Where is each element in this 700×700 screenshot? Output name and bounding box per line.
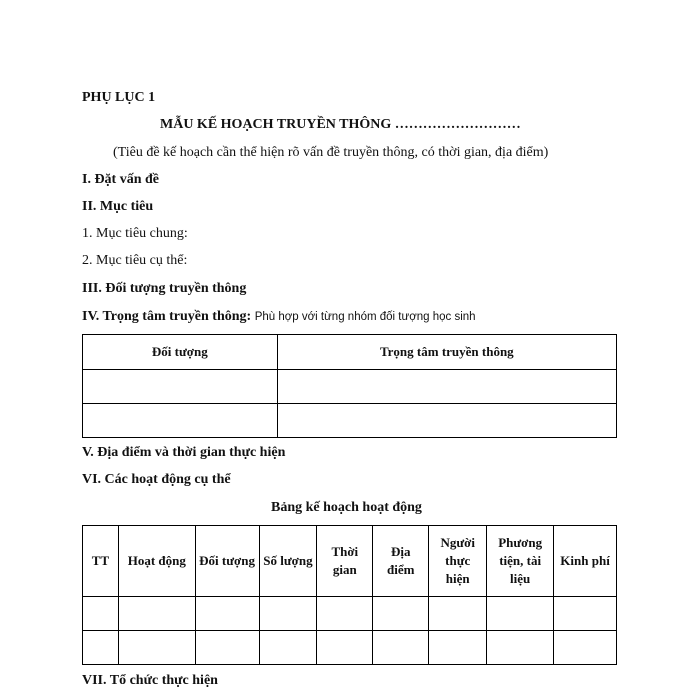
table-cell [259, 597, 317, 631]
table-cell [429, 631, 487, 665]
focus-header-focus: Trọng tâm truyền thông [277, 335, 616, 370]
document-title: MẪU KẾ HOẠCH TRUYỀN THÔNG ……………………… [160, 117, 521, 132]
table-cell [259, 631, 317, 665]
table-row [83, 631, 617, 665]
table-cell [277, 404, 616, 438]
plan-table-caption: Bảng kế hoạch hoạt động [271, 500, 422, 515]
table-cell [277, 370, 616, 404]
plan-table [82, 525, 617, 665]
focus-header-audience: Đối tượng [83, 335, 278, 370]
table-cell [317, 597, 373, 631]
section-3-heading: III. Đối tượng truyền thông [82, 281, 247, 296]
section-2-heading: II. Mục tiêu [82, 199, 154, 214]
section-6-heading: VI. Các hoạt động cụ thể [82, 472, 231, 487]
table-header-row [83, 526, 617, 597]
table-cell [83, 597, 119, 631]
section-5-heading: V. Địa điểm và thời gian thực hiện [82, 445, 286, 460]
table-cell [373, 631, 429, 665]
table-cell [83, 631, 119, 665]
table-cell [83, 370, 278, 404]
plan-header-materials: Phương tiện, tài liệu [487, 526, 554, 597]
section-4-line [82, 309, 476, 325]
table-row [83, 597, 617, 631]
table-cell [373, 597, 429, 631]
document-subtitle: (Tiêu đề kế hoạch cần thể hiện rõ vấn đề truyền thông, có thời gian, địa điểm) [113, 145, 549, 160]
section-2-1-heading: 1. Mục tiêu chung: [82, 226, 188, 241]
table-cell [554, 597, 617, 631]
table-cell [118, 597, 195, 631]
section-4-heading: IV. Trọng tâm truyền thông: [82, 309, 252, 324]
table-cell [195, 631, 259, 665]
table-header-row [83, 335, 617, 370]
plan-header-activity: Hoạt động [118, 526, 195, 597]
section-2-2-heading: 2. Mục tiêu cụ thể: [82, 253, 188, 268]
table-cell [83, 404, 278, 438]
plan-header-quantity: Số lượng [259, 526, 317, 597]
focus-table [82, 334, 617, 438]
table-cell [487, 597, 554, 631]
plan-header-audience: Đối tượng [195, 526, 259, 597]
table-cell [429, 597, 487, 631]
section-1-heading: I. Đặt vấn đề [82, 172, 160, 187]
table-row [83, 370, 617, 404]
table-cell [118, 631, 195, 665]
plan-header-performer: Người thực hiện [429, 526, 487, 597]
appendix-label: PHỤ LỤC 1 [82, 90, 156, 105]
section-7-heading: VII. Tổ chức thực hiện [82, 673, 218, 688]
plan-header-budget: Kinh phí [554, 526, 617, 597]
table-row [83, 404, 617, 438]
table-cell [317, 631, 373, 665]
table-cell [554, 631, 617, 665]
section-4-note: Phù hợp với từng nhóm đối tượng học sinh [254, 311, 476, 323]
plan-header-location: Địa điểm [373, 526, 429, 597]
table-cell [487, 631, 554, 665]
plan-header-tt: TT [83, 526, 119, 597]
table-cell [195, 597, 259, 631]
plan-header-time: Thời gian [317, 526, 373, 597]
